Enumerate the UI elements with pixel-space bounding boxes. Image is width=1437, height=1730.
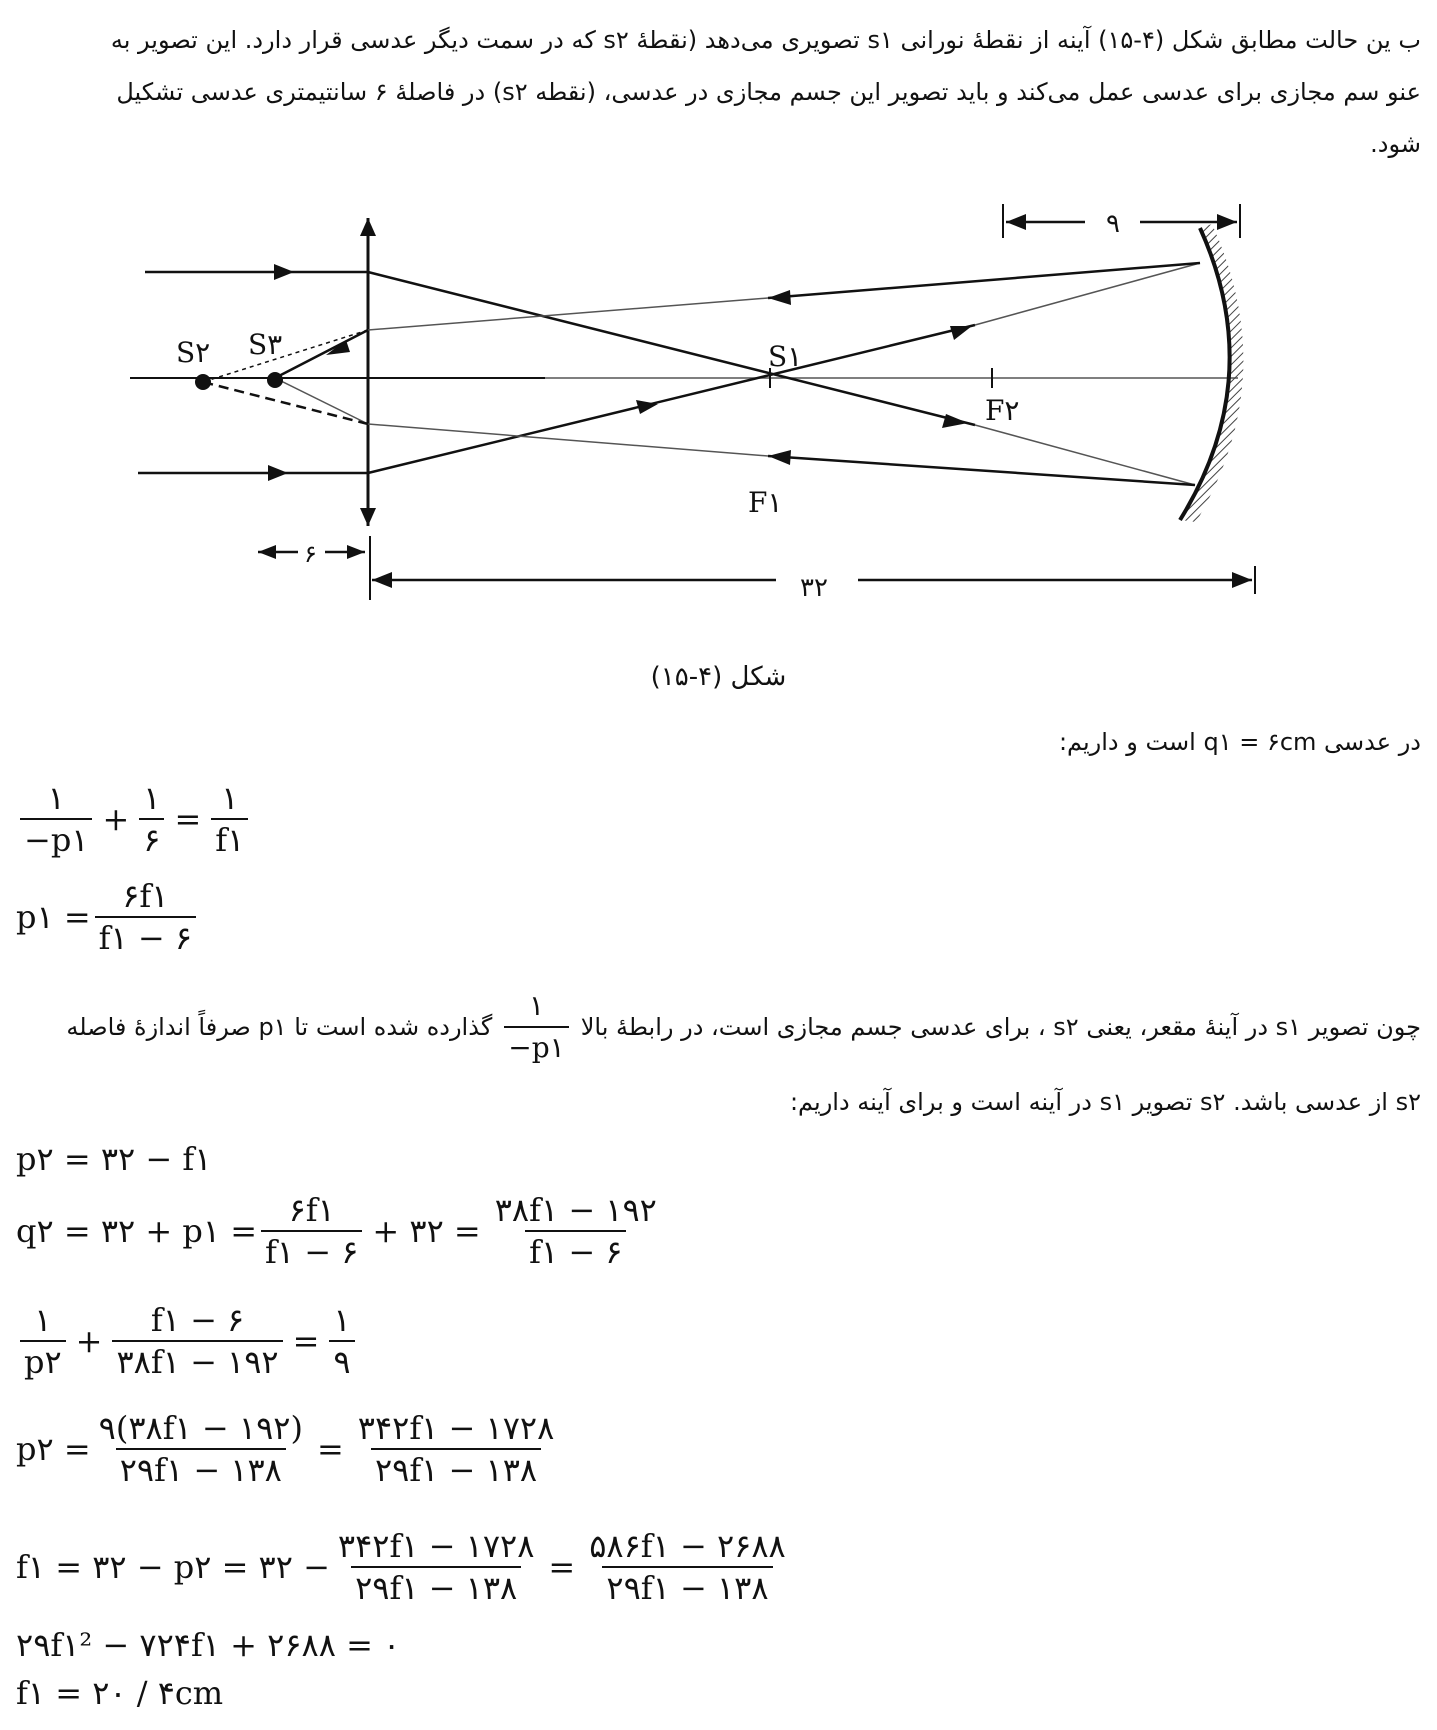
equation-5 [16, 1300, 359, 1382]
text2-frac-num: ۱ [528, 989, 544, 1022]
eq1-plus: + [102, 800, 130, 838]
label-s3: S۳ [248, 328, 283, 361]
label-s1: S۱ [768, 340, 803, 373]
equation-4 [16, 1190, 665, 1272]
eq7-lhs: f۱ = ۳۲ − p۲ = ۳۲ − [16, 1548, 330, 1586]
dim-image-arrow-left [258, 545, 276, 559]
text2-frac-den: −p۱ [504, 1026, 568, 1068]
eq5-num-1: ۱ [34, 1301, 52, 1339]
text2-part-1: چون تصویر s۱ در آینهٔ مقعر، یعنی s۲ ، برای عدسی جسم مجازی است، در رابطهٔ بالا [580, 1013, 1421, 1041]
eq5-equals: = [292, 1322, 320, 1360]
eq5-frac-2 [112, 1300, 282, 1382]
eq1-den-1: −p۱ [20, 818, 92, 860]
figure-caption: شکل (۴-۱۵) [650, 662, 787, 692]
eq1-num-1: ۱ [47, 779, 65, 817]
equation-2 [16, 876, 200, 958]
concave-mirror-hatch [1180, 224, 1243, 522]
reflected-ray-top-ext [368, 298, 768, 330]
eq2-frac [95, 876, 196, 958]
refracted-ray-2 [368, 325, 975, 473]
eq7-den-2: ۲۹f۱ − ۱۳۸ [602, 1566, 772, 1608]
label-s2: S۲ [176, 336, 211, 369]
eq1-den-2: ۶ [139, 818, 164, 860]
text-virtual-object [16, 986, 1421, 1068]
intro-line-1: ب ین حالت مطابق شکل (۴-۱۵) آینه از نقطهٔ نورانی s۱ تصویری می‌دهد (نقطهٔ s۲ که در سمت دیگر عدسی قرار دارد. این تصویر به [110, 26, 1421, 54]
reflected-ray-bottom [768, 456, 1195, 485]
dim-mirror-arrow-left [1006, 214, 1026, 230]
eq4-mid: + ۳۲ = [372, 1212, 481, 1250]
text-lens-intro: در عدسی q۱ = ۶cm است و داریم: [1058, 728, 1421, 756]
text-mirror-intro: s۲ از عدسی باشد. s۲ تصویر s۱ در آینه است و برای آینه داریم: [789, 1088, 1421, 1116]
dim-total-label: ۳۲ [800, 573, 828, 603]
ray-to-s3-bottom [275, 378, 368, 424]
lens-arrow-bottom [360, 508, 376, 526]
label-f2: F۲ [985, 394, 1020, 427]
equation-7 [16, 1526, 794, 1608]
refracted-ray-1 [368, 272, 975, 425]
eq6-den-1: ۲۹f۱ − ۱۳۸ [116, 1448, 286, 1490]
text2-frac [504, 986, 568, 1068]
incoming-ray-bottom-arrow [268, 465, 288, 481]
dim-mirror-arrow-right [1217, 214, 1237, 230]
intro-line-2: عنو سم مجازی برای عدسی عمل می‌کند و باید تصویر این جسم مجازی در عدسی، (نقطه s۲) در فاصلهٔ ۶ سانتیمتری عدسی تشکیل [116, 78, 1421, 106]
eq7-den-1: ۲۹f۱ − ۱۳۸ [351, 1566, 521, 1608]
equation-6 [16, 1408, 562, 1490]
eq5-frac-1 [20, 1300, 66, 1382]
eq1-frac-1 [20, 778, 92, 860]
equation-1 [16, 778, 252, 860]
equation-8: ۲۹f۱² − ۷۲۴f۱ + ۲۶۸۸ = ۰ [16, 1626, 401, 1664]
eq2-lhs: p۱ = [16, 898, 91, 936]
eq6-num-2: ۳۴۲f۱ − ۱۷۲۸ [357, 1409, 555, 1447]
eq1-num-3: ۱ [221, 779, 239, 817]
eq2-num: ۶f۱ [122, 877, 169, 915]
eq5-den-2: ۳۸f۱ − ۱۹۲ [112, 1340, 282, 1382]
reflected-ray-top-arrow [768, 290, 791, 305]
eq1-num-2: ۱ [143, 779, 161, 817]
equation-9: f۱ = ۲۰ / ۴cm [16, 1674, 224, 1712]
eq6-frac-2 [354, 1408, 559, 1490]
eq1-equals: = [174, 800, 202, 838]
eq6-equals: = [316, 1430, 344, 1468]
eq4-frac-2 [491, 1190, 661, 1272]
ray-to-s3-top [275, 330, 368, 378]
dim-total-arrow-left [372, 572, 392, 588]
dim-image-label: ۶ [304, 540, 317, 568]
reflected-ray-bottom-ext [368, 424, 768, 456]
eq6-den-2: ۲۹f۱ − ۱۳۸ [371, 1448, 541, 1490]
refracted-ray-1-ext [975, 425, 1195, 485]
eq5-plus: + [75, 1322, 103, 1360]
eq7-num-1: ۳۴۲f۱ − ۱۷۲۸ [337, 1527, 535, 1565]
lens-arrow-top [360, 218, 376, 236]
point-s2 [195, 374, 211, 390]
eq1-frac-3 [211, 778, 248, 860]
refracted-ray-2-arrow [950, 326, 972, 340]
eq5-den-1: p۲ [20, 1340, 66, 1382]
dim-total-arrow-right [1232, 572, 1252, 588]
eq5-frac-3 [329, 1300, 354, 1382]
eq5-den-3: ۹ [329, 1340, 354, 1382]
reflected-ray-bottom-arrow [768, 450, 791, 465]
dim-image-arrow-right [347, 545, 365, 559]
text2-part-2: گذارده شده است تا p۱ صرفاً اندازهٔ فاصله [66, 1013, 493, 1041]
eq6-frac-1 [95, 1408, 307, 1490]
eq7-num-2: ۵۸۶f۱ − ۲۶۸۸ [589, 1527, 786, 1565]
eq4-den-2: f۱ − ۶ [525, 1230, 626, 1272]
eq7-frac-2 [585, 1526, 790, 1608]
equation-3: p۲ = ۳۲ − f۱ [16, 1140, 212, 1178]
virtual-ext-bottom [203, 382, 368, 424]
eq7-frac-1 [334, 1526, 539, 1608]
eq1-den-3: f۱ [211, 818, 248, 860]
eq7-equals: = [548, 1548, 576, 1586]
eq6-num-1: ۹(۳۸f۱ − ۱۹۲) [98, 1409, 303, 1447]
intro-line-3: شود. [1370, 130, 1421, 158]
optics-figure [0, 0, 1437, 720]
eq1-frac-2 [139, 778, 164, 860]
eq4-den-1: f۱ − ۶ [261, 1230, 362, 1272]
label-f1: F۱ [748, 486, 783, 519]
eq4-lhs: q۲ = ۳۲ + p۱ = [16, 1212, 258, 1250]
virtual-ext-top [203, 330, 368, 382]
eq5-num-2: f۱ − ۶ [150, 1301, 245, 1339]
point-s3 [267, 372, 283, 388]
incoming-ray-top-arrow [274, 264, 294, 280]
eq4-num-1: ۶f۱ [288, 1191, 335, 1229]
eq4-frac-1 [261, 1190, 362, 1272]
dim-mirror-label: ۹ [1106, 209, 1120, 239]
eq2-den: f۱ − ۶ [95, 916, 196, 958]
eq4-num-2: ۳۸f۱ − ۱۹۲ [494, 1191, 657, 1229]
eq6-lhs: p۲ = [16, 1430, 91, 1468]
eq5-num-3: ۱ [333, 1301, 351, 1339]
